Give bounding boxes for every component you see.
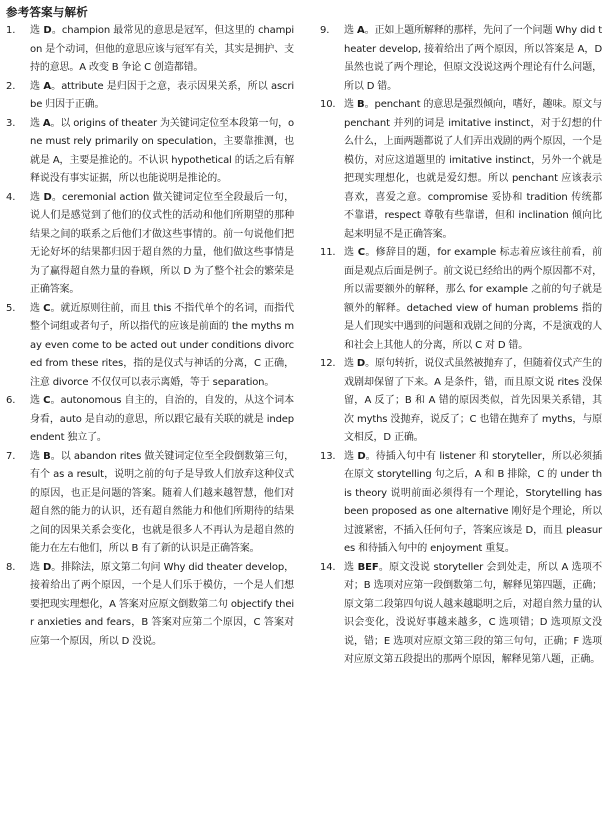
answer-number: 10. <box>320 99 336 110</box>
answer-number: 11. <box>320 247 336 258</box>
answer-key: A <box>356 25 365 36</box>
answer-item <box>6 189 294 300</box>
answer-key: D <box>357 450 366 462</box>
answer-key: D <box>43 191 52 203</box>
answer-prefix: 选 <box>30 191 44 203</box>
answer-explanation: 。ceremonial action 做关键词定位至全段最后一句，说人们是感觉到了他们的仪式性的活动和他们所期望的那种结果之间的联系之后他们才做这些事情的。前一句说他们把无论好坏的结果都归因于超自然的力量，他们做这些事情是为了赢得超自然力量的眷顾，所以 D 为了整个社会的繁荣是正确答案。 <box>30 191 295 295</box>
answer-key: C <box>43 395 51 406</box>
answer-explanation: 。原文没说 storyteller 会到处走，所以 A 选项不对；B 选项对应第一段倒数第二句，解释见第四题，正确；原文第二段第四句说人越来越聪明之后，对超自然力量的认识会变化，没说好事越来越多，C 选项错；D 选项原文没说，错；E 选项对应原文第三段的第三句句，正确；F 选项对应原文第五段提出的那两个原因，解释见第八题，正确。 <box>344 561 603 665</box>
answer-number: 1. <box>6 25 16 36</box>
answer-key: C <box>43 302 51 314</box>
answer-explanation: 。attribute 是归因于之意，表示因果关系，所以 ascribe 归因于正确。 <box>30 80 294 110</box>
answer-prefix: 选 <box>30 450 44 462</box>
answer-item <box>6 22 294 78</box>
answer-item <box>320 559 602 670</box>
answer-number: 3. <box>6 117 16 129</box>
answer-explanation: 。penchant 的意思是强烈倾向，嗜好，趣味。原文与 penchant 并列的词是 imitative instinct，对于幻想的什么什么，上面两题都说了人们弄出戏剧的两个原因，一个是模仿，对应这道题里的 imitative instinct，另外一个就是把现实理想化，也就是爱幻想。所以 penchant 应该表示喜欢，喜爱之意。compromise 妥协和 tradition 传统都不靠谱，respect 尊敬有些靠谱，但和 inclination 倾向比起来明显不是正确答案。 <box>344 99 602 240</box>
page-title: 参考答案与解析 <box>6 5 88 19</box>
answer-key: D <box>43 25 52 36</box>
answer-item <box>6 300 294 393</box>
answer-key: BEF <box>357 561 379 573</box>
answer-number: 4. <box>6 191 16 203</box>
answer-explanation: 。champion 最常见的意思是冠军，但这里的 champion 是个动词，但他的意思应该与冠军有关，其实是拥护、支持的意思。A 改变 B 争论 C 创造都错。 <box>30 25 295 73</box>
answer-prefix: 选 <box>344 99 358 110</box>
answer-prefix: 选 <box>344 358 357 369</box>
answer-key: B <box>357 99 365 110</box>
answer-number: 7. <box>6 450 16 462</box>
answer-item <box>6 392 294 448</box>
answer-prefix: 选 <box>30 25 44 36</box>
answer-key: C <box>357 247 365 258</box>
answer-explanation: 。就近原则往前，而且 this 不指代单个的名词，而指代整个词组或者句子，所以指代的应该是前面的 the myths may even come to be acted out under conditions divorced from these rites，指的是仪式与神话的分离，C 正确，注意 divorce 不仅仅可以表示离婚，等于 separation。 <box>30 302 294 388</box>
left-column <box>6 22 294 651</box>
answer-item <box>6 115 294 189</box>
answer-explanation: 。正如上题所解释的那样，先问了一个问题 Why did theater develop, 接着给出了两个原因，所以答案是 A，D 虽然也说了两个理论，但原文没说这两个理论有什么问题，所以 D 错。 <box>344 25 602 92</box>
answer-number: 14. <box>320 561 336 573</box>
answer-prefix: 选 <box>30 80 44 92</box>
answer-key: A <box>43 80 51 92</box>
answer-key: B <box>43 450 51 462</box>
answer-prefix: 选 <box>30 302 44 314</box>
answer-number: 5. <box>6 302 16 314</box>
answer-number: 13. <box>320 450 336 462</box>
answer-number: 9. <box>320 25 330 36</box>
answer-prefix: 选 <box>344 561 358 573</box>
answer-key: A <box>42 117 51 129</box>
answer-prefix: 选 <box>30 117 43 129</box>
answer-number: 6. <box>6 395 16 406</box>
answer-explanation: 。原句转折，说仪式虽然被抛弃了，但随着仪式产生的戏剧却保留了下来。A 是条件，错，而且原文说 rites 没保留，A 反了；B 和 A 错的原因类似，首先因果关系错，其次 myths 没抛弃，说反了；C 也错在抛弃了 myths，与原文相反，D 正确。 <box>344 358 602 443</box>
answer-prefix: 选 <box>344 25 357 36</box>
answer-explanation: 。以 origins of theater 为关键词定位至本段第一句，one must rely primarily on speculation，主要靠推测，也就是 A，主要是推论的。不认识 hypothetical 的话之后有解释说没有事实证据，所以也能说明是推论的。 <box>30 117 294 184</box>
answer-item <box>320 96 602 244</box>
answer-prefix: 选 <box>344 450 358 462</box>
answer-explanation: 。排除法，原文第二句问 Why did theater develop，接着给出了两个原因，一个是人们乐于模仿，一个是人们想要把现实理想化，A 答案对应原文倒数第二句 objectify their anxieties and fears，B 答案对应第二个原因，C 答案对应第一个原因，所以 D 没说。 <box>30 561 294 647</box>
answer-explanation: 。以 abandon rites 做关键词定位至全段倒数第三句，有个 as a result，说明之前的句子是导致人们放弃这种仪式的原因，也正是问题的答案。随着人们越来越智慧，他们对超自然的能力的认识，还有超自然能力和他们所期待的结果之间的因果关系会变化，也就是很多人不再认为是超自然的能力在左右他们，所以 B 有了新的认识是正确答案。 <box>30 450 294 554</box>
answer-number: 8. <box>6 561 16 573</box>
answer-explanation: 。autonomous 自主的，自治的，自发的，从这个词本身看，auto 是自动的意思，所以跟它最有关联的就是 independent 独立了。 <box>30 395 294 443</box>
answer-number: 12. <box>320 358 336 369</box>
answer-item <box>6 448 294 559</box>
answer-key: D <box>43 561 52 573</box>
answer-prefix: 选 <box>30 561 44 573</box>
answer-item <box>320 22 602 96</box>
answer-number: 2. <box>6 80 16 92</box>
answer-prefix: 选 <box>30 395 44 406</box>
answer-item <box>320 355 602 448</box>
answer-item <box>320 244 602 355</box>
answer-item <box>320 448 602 559</box>
answer-explanation: 。修辞目的题，for example 标志着应该往前看，前面是观点后面是例子。前文说已经给出的两个原因都不对，所以需要额外的解释，那么 for example 之前的句子就是额外的解释。detached view of human problems 指的是人们现实中遇到的问题和戏剧之间的分离，不是演戏的人和社会上其他人的分离，所以 C 对 D 错。 <box>344 247 602 351</box>
answer-key: D <box>356 358 366 369</box>
answer-item <box>6 78 294 115</box>
answer-explanation: 。待插入句中有 listener 和 storyteller，所以必须插在原文 storytelling 句之后，A 和 B 排除，C 的 under this theory 说明前面必须得有一个理论，Storytelling has been proposed as one alternative 刚好是个理论，所以过渡紧密，不插入任何句子，答案应该是 D，而且 pleasures 和待插入句中的 enjoyment 重复。 <box>344 450 603 554</box>
answer-item <box>6 559 294 652</box>
right-column <box>320 22 602 670</box>
answer-prefix: 选 <box>344 247 358 258</box>
